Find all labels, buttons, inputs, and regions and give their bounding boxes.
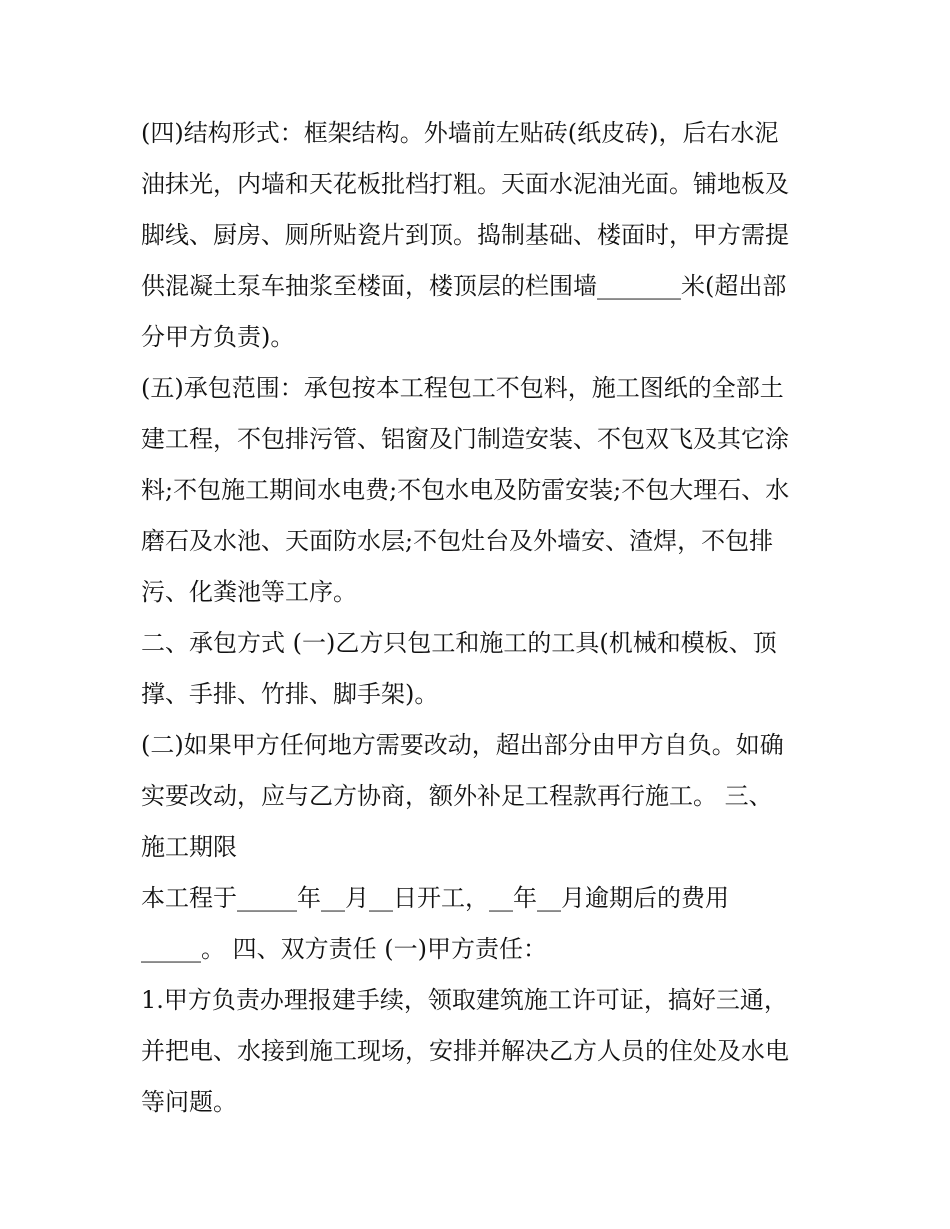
text-line: 分甲方负责)。	[141, 323, 295, 351]
text-line: 撑、手排、竹排、脚手架)。	[141, 680, 439, 708]
text-line: 等问题。	[141, 1088, 237, 1116]
text-line: 1.甲方负责办理报建手续，领取建筑施工许可证，搞好三通，	[141, 986, 788, 1014]
text-line: (五)承包范围：承包按本工程包工不包料，施工图纸的全部土	[141, 374, 784, 402]
text-line: (二)如果甲方任何地方需要改动，超出部分由甲方自负。如确	[141, 731, 784, 759]
text-line: 磨石及水池、天面防水层;不包灶台及外墙安、渣焊，不包排	[141, 527, 774, 555]
text-line: 供混凝土泵车抽浆至楼面，楼顶层的栏围墙_______米(超出部	[141, 272, 787, 300]
text-line: 施工期限	[141, 833, 237, 861]
text-line: (四)结构形式：框架结构。外墙前左贴砖(纸皮砖)，后右水泥	[141, 119, 779, 147]
text-line: 本工程于_____年__月__日开工，__年__月逾期后的费用	[141, 884, 729, 912]
text-line: 实要改动，应与乙方协商，额外补足工程款再行施工。 三、	[141, 782, 773, 810]
text-line: 脚线、厨房、厕所贴瓷片到顶。捣制基础、楼面时，甲方需提	[141, 221, 789, 249]
text-line: _____。 四、双方责任 (一)甲方责任：	[141, 935, 547, 963]
text-line: 油抹光，内墙和天花板批档打粗。天面水泥油光面。铺地板及	[141, 170, 789, 198]
document-body	[141, 108, 821, 1128]
text-line: 并把电、水接到施工现场，安排并解决乙方人员的住处及水电	[141, 1037, 789, 1065]
text-line: 污、化粪池等工序。	[141, 578, 357, 606]
text-line: 料;不包施工期间水电费;不包水电及防雷安装;不包大理石、水	[141, 476, 790, 504]
text-line: 建工程，不包排污管、铝窗及门制造安装、不包双飞及其它涂	[141, 425, 789, 453]
text-line: 二、承包方式 (一)乙方只包工和施工的工具(机械和模板、顶	[141, 629, 777, 657]
